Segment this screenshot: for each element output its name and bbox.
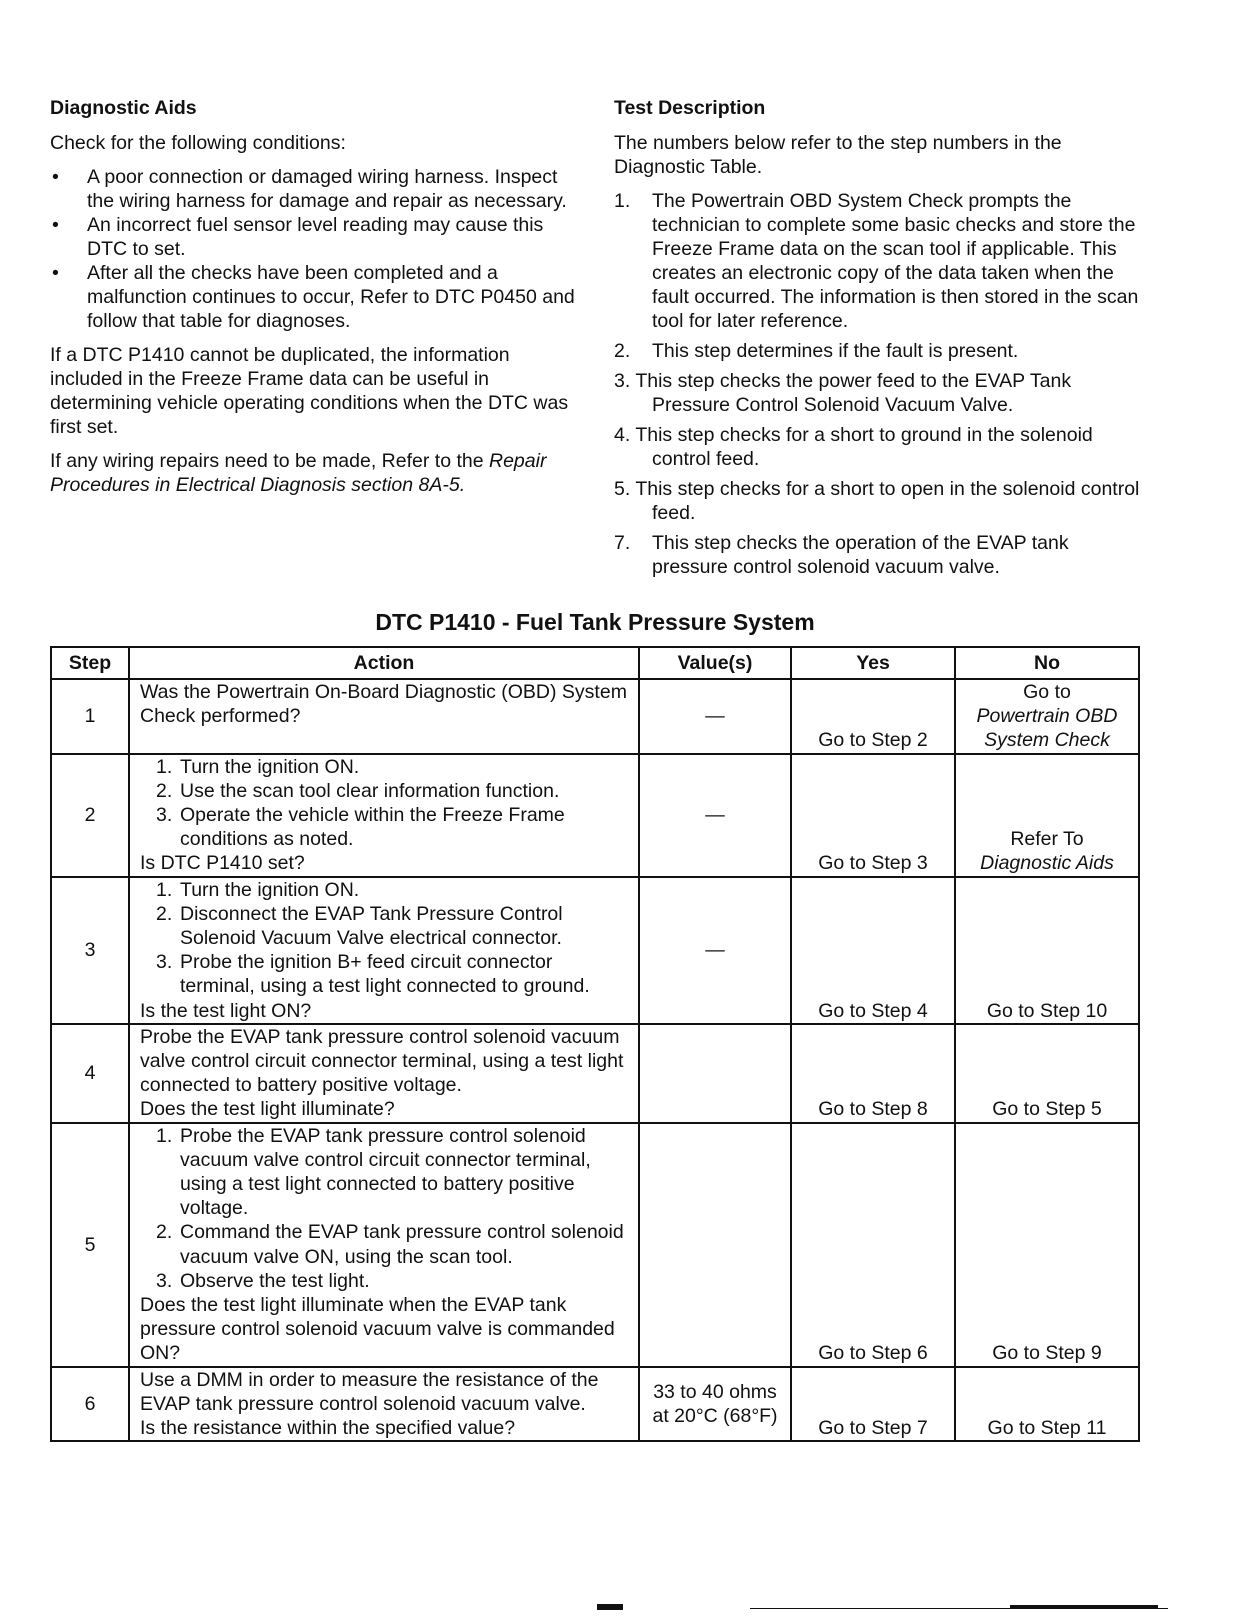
bullet-icon: • [52, 214, 59, 236]
value-cell: 33 to 40 ohms at 20°C (68°F) [639, 1367, 791, 1442]
substep-number: 3. [156, 804, 173, 827]
list-item [50, 213, 580, 261]
step-note-number: 3. [614, 370, 631, 392]
substep-text: Probe the EVAP tank pressure control solenoid vacuum valve control circuit connector terminal, using a test light connected to battery positive voltage. [180, 1124, 591, 1220]
substep-text: Use the scan tool clear information function. [180, 779, 560, 802]
no-text: Go to Step 10 [986, 999, 1108, 1022]
table-title: DTC P1410 - Fuel Tank Pressure System [375, 609, 815, 635]
step-number: 6 [51, 1367, 129, 1442]
value-cell: — [639, 754, 791, 877]
step-note-text: This step checks for a short to ground in the solenoid control feed. [635, 424, 1093, 470]
table-row [51, 679, 1139, 754]
no-text: Go to Step 5 [992, 1098, 1102, 1121]
action-cell [129, 679, 639, 754]
substep-text: Observe the test light. [180, 1269, 370, 1292]
header-yes: Yes [791, 647, 955, 679]
substep-text: Probe the ignition B+ feed circuit connector terminal, using a test light connected to ground. [180, 951, 590, 998]
step-note-text: The Powertrain OBD System Check prompts the technician to complete some basic checks and store the Freeze Frame data on the scan tool if applicable. This creates an electronic copy of the data taken when the fault occurred. The information is then stored in the scan tool for later reference. [652, 190, 1139, 332]
no-cell [955, 679, 1139, 754]
yes-cell: Go to Step 8 [791, 1024, 955, 1123]
step-note-text: This step checks for a short to open in the solenoid control feed. [635, 478, 1140, 524]
substep-number: 3. [156, 1269, 173, 1292]
step-note-number: 4. [614, 424, 631, 446]
list-item [140, 902, 628, 950]
list-item [50, 261, 580, 333]
step-number: 5 [51, 1123, 129, 1367]
yes-cell: Go to Step 4 [791, 877, 955, 1024]
step-note-number: 5. [614, 478, 631, 500]
list-item [614, 189, 1144, 333]
action-cell [129, 877, 639, 1024]
substep-text: Operate the vehicle within the Freeze Frame conditions as noted. [180, 804, 565, 851]
diagnostic-aids-intro: Check for the following conditions: [50, 132, 346, 154]
table-row [51, 877, 1139, 1024]
value-cell [639, 1123, 791, 1367]
yes-cell: Go to Step 2 [791, 679, 955, 754]
wiring-repairs-text: If any wiring repairs need to be made, Refer to the [50, 450, 489, 472]
action-question: Is DTC P1410 set? [140, 852, 305, 875]
substep-number: 2. [156, 1221, 173, 1244]
value-cell: — [639, 877, 791, 1024]
step-number: 1 [51, 679, 129, 754]
diagnostic-aids-heading: Diagnostic Aids [50, 97, 197, 119]
action-text: Was the Powertrain On-Board Diagnostic (OBD) System Check performed? [140, 681, 627, 728]
list-item [140, 878, 628, 902]
list-item [140, 1220, 628, 1268]
value-cell [639, 1024, 791, 1123]
no-cell [955, 1367, 1139, 1442]
table-row [51, 1024, 1139, 1123]
wiring-repairs-paragraph [50, 449, 580, 497]
table-header-row [51, 647, 1139, 679]
header-values: Value(s) [639, 647, 791, 679]
test-description-section [614, 96, 1144, 585]
action-cell [129, 1367, 639, 1442]
no-text: Refer To [1010, 828, 1084, 851]
test-description-heading: Test Description [614, 97, 766, 119]
no-reference: Powertrain OBD System Check [976, 705, 1118, 752]
list-item [140, 803, 628, 851]
header-step: Step [51, 647, 129, 679]
freeze-frame-paragraph: If a DTC P1410 cannot be duplicated, the information included in the Freeze Frame data can be useful in determining vehicle operating conditions when the DTC was first set. [50, 344, 569, 438]
list-item [50, 165, 580, 213]
no-text: Go to Step 9 [992, 1342, 1102, 1365]
no-cell [955, 1123, 1139, 1367]
header-no: No [955, 647, 1139, 679]
diagnostic-table [50, 646, 1140, 1442]
diagnostic-aids-section [50, 96, 580, 507]
no-cell [955, 1024, 1139, 1123]
yes-cell: Go to Step 6 [791, 1123, 955, 1367]
action-text: Probe the EVAP tank pressure control solenoid vacuum valve control circuit connector terminal, using a test light connected to battery positive voltage. [140, 1025, 624, 1097]
table-row [51, 1123, 1139, 1367]
step-number: 2 [51, 754, 129, 877]
repair-procedures-reference: Repair Procedures in Electrical Diagnosis section 8A-5. [50, 450, 547, 496]
condition-text: An incorrect fuel sensor level reading may cause this DTC to set. [87, 214, 544, 260]
substep-number: 2. [156, 779, 173, 802]
action-question: Does the test light illuminate? [140, 1098, 395, 1121]
step-notes-list [614, 189, 1144, 579]
substep-text: Disconnect the EVAP Tank Pressure Control Solenoid Vacuum Valve electrical connector. [180, 902, 563, 950]
no-text: Go to Step 11 [987, 1417, 1107, 1440]
step-number: 3 [51, 877, 129, 1024]
no-cell [955, 754, 1139, 877]
list-item [614, 477, 1144, 525]
action-question: Is the resistance within the specified value? [140, 1417, 516, 1440]
conditions-list [50, 165, 580, 333]
substep-text: Command the EVAP tank pressure control solenoid vacuum valve ON, using the scan tool. [180, 1221, 624, 1268]
action-cell [129, 754, 639, 877]
condition-text: A poor connection or damaged wiring harness. Inspect the wiring harness for damage and repair as necessary. [87, 166, 567, 212]
substep-text: Turn the ignition ON. [180, 755, 360, 778]
list-item [614, 369, 1144, 417]
step-note-text: This step checks the operation of the EVAP tank pressure control solenoid vacuum valve. [652, 532, 1069, 578]
condition-text: After all the checks have been completed and a malfunction continues to occur, Refer to DTC P0450 and follow that table for diagnoses. [87, 262, 575, 332]
bullet-icon: • [52, 166, 59, 188]
action-question: Does the test light illuminate when the EVAP tank pressure control solenoid vacuum valve is commanded ON? [140, 1294, 615, 1365]
substep-number: 1. [156, 1124, 173, 1147]
yes-cell: Go to Step 3 [791, 754, 955, 877]
page-footer-mark [597, 1604, 623, 1610]
bullet-icon: • [52, 262, 59, 284]
step-note-number: 2. [614, 340, 631, 362]
list-item [140, 1269, 628, 1293]
list-item [614, 339, 1144, 363]
substep-number: 1. [156, 755, 173, 778]
value-cell: — [639, 679, 791, 754]
step-number: 4 [51, 1024, 129, 1123]
page-footer-rule-thick [1010, 1605, 1158, 1608]
step-note-text: This step determines if the fault is present. [652, 340, 1019, 362]
page-footer-rule [750, 1608, 1168, 1609]
list-item [614, 531, 1144, 579]
table-row [51, 1367, 1139, 1442]
step-note-text: This step checks the power feed to the EVAP Tank Pressure Control Solenoid Vacuum Valve. [635, 370, 1072, 416]
action-question: Is the test light ON? [140, 999, 312, 1022]
action-text: Use a DMM in order to measure the resistance of the EVAP tank pressure control solenoid vacuum valve. [140, 1368, 599, 1415]
substep-number: 1. [156, 878, 173, 901]
list-item [140, 1124, 628, 1221]
substep-text: Turn the ignition ON. [180, 878, 360, 901]
step-note-number: 7. [614, 532, 631, 554]
list-item [140, 950, 628, 998]
action-cell [129, 1024, 639, 1123]
test-description-intro: The numbers below refer to the step numbers in the Diagnostic Table. [614, 132, 1062, 178]
action-cell [129, 1123, 639, 1367]
substep-list [140, 878, 628, 999]
no-cell [955, 877, 1139, 1024]
table-row [51, 754, 1139, 877]
substep-number: 2. [156, 902, 173, 925]
list-item [140, 755, 628, 779]
list-item [614, 423, 1144, 471]
no-reference: Diagnostic Aids [980, 852, 1114, 875]
step-note-number: 1. [614, 190, 631, 212]
substep-number: 3. [156, 951, 173, 974]
yes-cell: Go to Step 7 [791, 1367, 955, 1442]
header-action: Action [129, 647, 639, 679]
list-item [140, 779, 628, 803]
no-text: Go to [1023, 681, 1071, 703]
substep-list [140, 755, 628, 852]
substep-list [140, 1124, 628, 1293]
